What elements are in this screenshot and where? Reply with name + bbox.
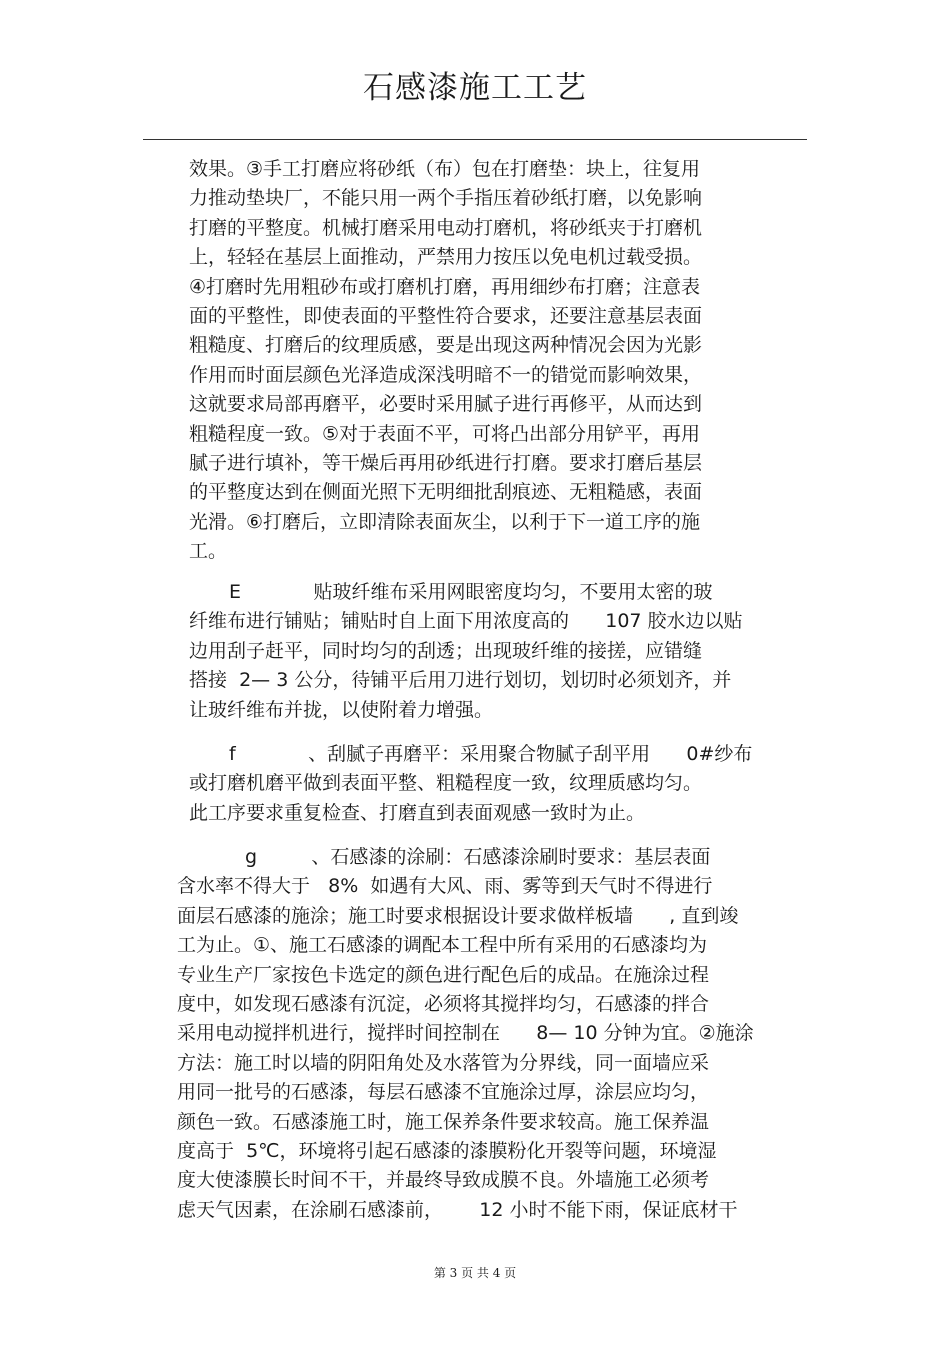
text-line: 打磨的平整度。机械打磨采用电动打磨机，将砂纸夹于打磨机: [189, 216, 703, 239]
text-line: 的平整度达到在侧面光照下无明细批刮痕迹、无粗糙感，表面: [189, 481, 703, 504]
text-line: 作用而时面层颜色光泽造成深浅明暗不一的错觉而影响效果，: [189, 363, 703, 386]
text-line: 粗糙度、打磨后的纹理质感，要是出现这两种情况会因为光影: [189, 334, 703, 357]
text-line: 边用刮子赶平，同时均匀的刮透；出现玻纤维的接搓，应错缝: [189, 639, 703, 662]
text-line: 虑天气因素，在涂刷石感漆前， 12 小时不能下雨，保证底材干: [177, 1198, 738, 1221]
text-line: 纤维布进行铺贴；铺贴时自上面下用浓度高的 107 胶水边以贴: [189, 610, 743, 633]
text-line: 让玻纤维布并拢，以使附着力增强。: [189, 698, 494, 721]
text-line: 采用电动搅拌机进行，搅拌时间控制在 8— 10 分钟为宜。②施涂: [177, 1022, 754, 1045]
text-line: 腻子进行填补，等干燥后再用砂纸进行打磨。要求打磨后基层: [189, 452, 703, 474]
text-line: 此工序要求重复检查、打磨直到表面观感一致时为止。: [189, 801, 646, 824]
text-line: g 、石感漆的涂刷：石感漆涂刷时要求：基层表面: [245, 846, 711, 868]
text-line: 度高于 5℃，环境将引起石感漆的漆膜粉化开裂等问题，环境湿: [177, 1140, 717, 1162]
page-title: 石感漆施工工艺: [363, 70, 587, 106]
text-line: 度中，如发现石感漆有沉淀，必须将其搅拌均匀，石感漆的拌合: [177, 993, 710, 1015]
text-line: 度大使漆膜长时间不干，并最终导致成膜不良。外墙施工必须考: [177, 1169, 710, 1192]
text-line: 工为止。①、施工石感漆的调配本工程中所有采用的石感漆均为: [177, 934, 708, 957]
text-line: 这就要求局部再磨平，必要时采用腻子进行再修平，从而达到: [189, 393, 703, 416]
text-line: E 贴玻纤维布采用网眼密度均匀，不要用太密的玻: [229, 581, 713, 603]
text-line: 搭接 2— 3 公分，待铺平后用刀进行划切，划切时必须划齐，并: [189, 669, 732, 692]
text-line: 力推动垫块厂，不能只用一两个手指压着砂纸打磨，以免影响: [189, 187, 703, 210]
text-line: 上，轻轻在基层上面推动，严禁用力按压以免电机过载受损。: [189, 246, 703, 269]
text-line: 面层石感漆的施涂；施工时要求根据设计要求做样板墙 , 直到竣: [177, 904, 739, 927]
text-line: f 、刮腻子再磨平：采用聚合物腻子刮平用 0#纱布: [229, 743, 753, 765]
title-divider: [143, 139, 807, 140]
text-line: ④打磨时先用粗砂布或打磨机打磨，再用细纱布打磨；注意表: [189, 275, 701, 298]
text-line: 用同一批号的石感漆，每层石感漆不宜施涂过厚，涂层应均匀，: [177, 1081, 710, 1104]
text-line: 颜色一致。石感漆施工时，施工保养条件要求较高。施工保养温: [177, 1110, 710, 1133]
text-line: 或打磨机磨平做到表面平整、粗糙程度一致，纹理质感均匀。: [189, 772, 703, 795]
text-line: 工。: [189, 540, 228, 563]
text-line: 含水率不得大于 8% 如遇有大风、雨、雾等到天气时不得进行: [177, 875, 713, 898]
text-line: 光滑。⑥打磨后，立即清除表面灰尘，以利于下一道工序的施: [189, 510, 701, 533]
text-line: 方法：施工时以墙的阴阳角处及水落管为分界线，同一面墙应采: [177, 1051, 710, 1074]
text-line: 粗糙程度一致。⑤对于表面不平，可将凸出部分用铲平，再用: [189, 422, 701, 445]
page-footer: 第 3 页 共 4 页: [433, 1266, 517, 1280]
text-line: 面的平整性，即使表面的平整性符合要求，还要注意基层表面: [189, 305, 703, 327]
text-line: 专业生产厂家按色卡选定的颜色进行配色后的成品。在施涂过程: [177, 963, 710, 986]
text-line: 效果。③手工打磨应将砂纸（布）包在打磨垫：块上，往复用: [189, 158, 701, 180]
